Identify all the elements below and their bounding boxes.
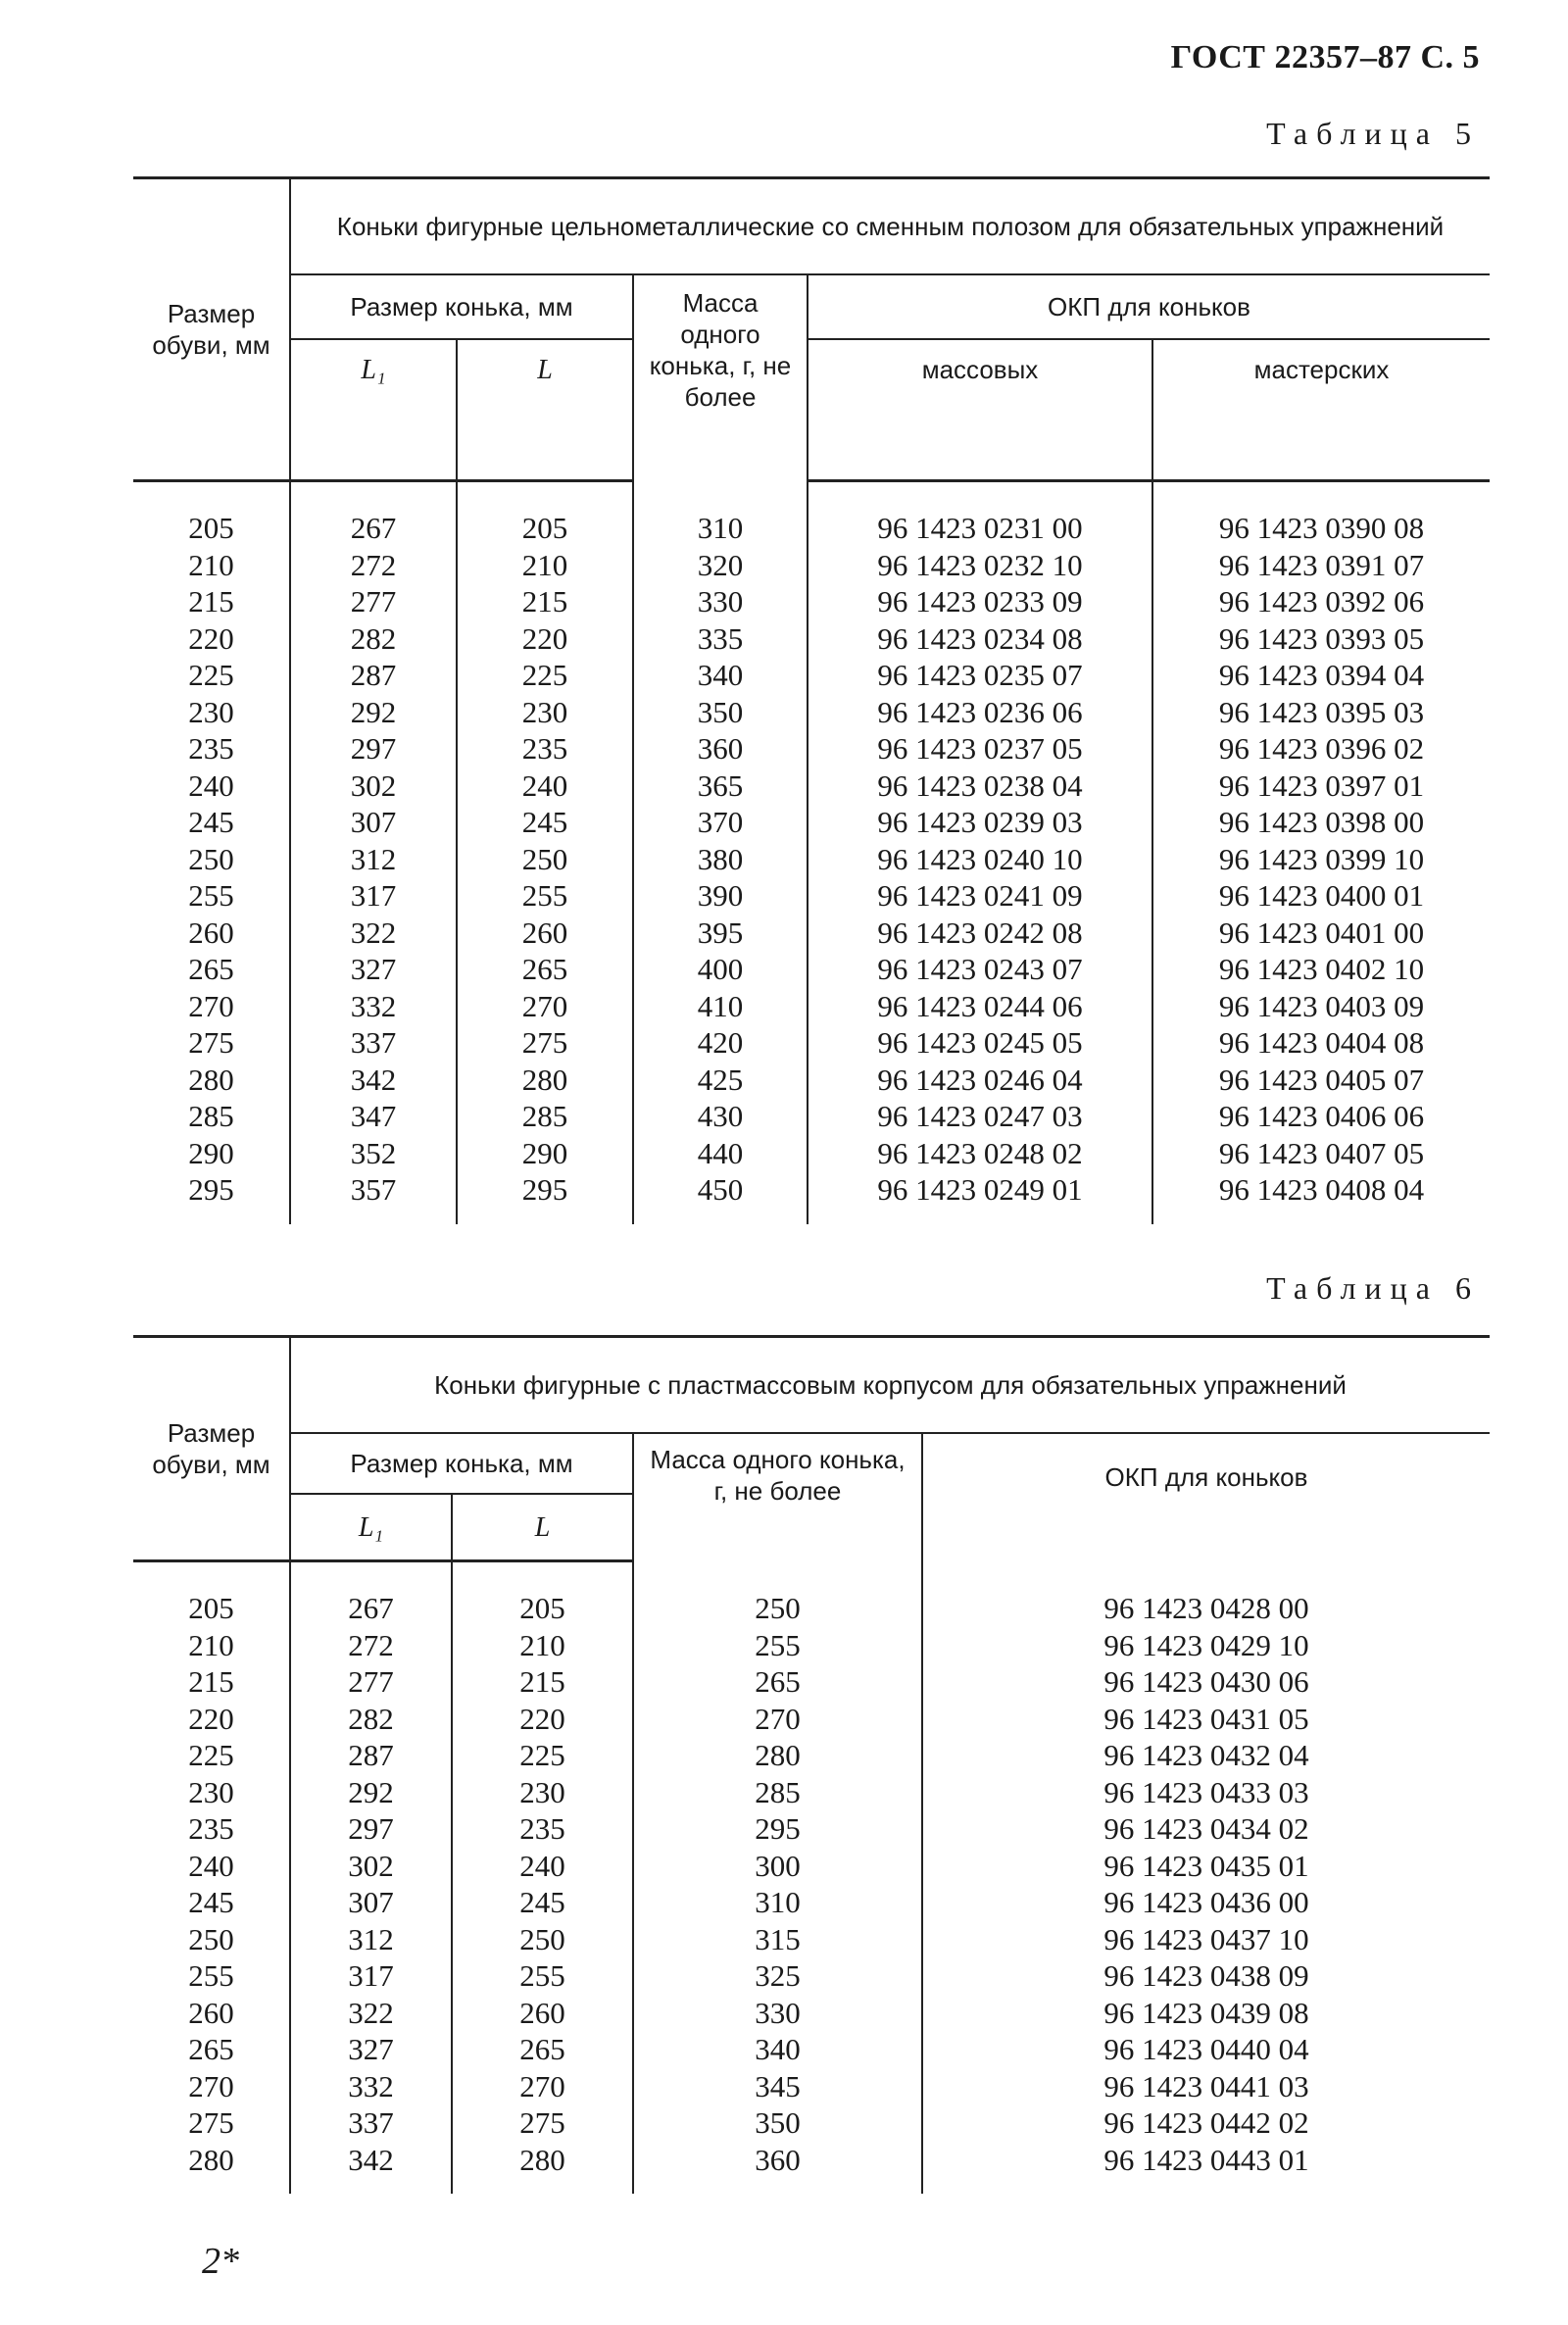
table-cell: 250 xyxy=(457,841,633,878)
table-cell: 96 1423 0407 05 xyxy=(1152,1135,1490,1172)
table-cell: 225 xyxy=(457,657,633,694)
table-cell: 325 xyxy=(633,1957,922,1995)
table6-col-mass: Масса одного конька, г, не более xyxy=(633,1433,922,1561)
table-cell: 255 xyxy=(188,1958,234,1993)
table-cell: 260 xyxy=(452,1995,633,2032)
table-cell: 322 xyxy=(290,915,457,952)
table-cell: 96 1423 0402 10 xyxy=(1152,951,1490,988)
table-cell: 96 1423 0234 08 xyxy=(808,620,1152,658)
table-cell: 245 xyxy=(188,1885,234,1919)
table-cell: 357 xyxy=(290,1171,457,1209)
table-cell: 96 1423 0430 06 xyxy=(922,1663,1490,1701)
table-cell: 96 1423 0437 10 xyxy=(922,1921,1490,1958)
page-header: ГОСТ 22357–87 С. 5 xyxy=(1170,39,1480,75)
table-cell: 205 xyxy=(457,510,633,547)
table-cell: 230 xyxy=(452,1774,633,1811)
table-cell: 337 xyxy=(290,2104,452,2142)
table-cell: 260 xyxy=(188,915,234,950)
table-cell: 292 xyxy=(290,694,457,731)
table-cell: 96 1423 0391 07 xyxy=(1152,547,1490,584)
table-cell: 215 xyxy=(188,584,234,618)
table-cell: 317 xyxy=(290,877,457,915)
table-cell: 210 xyxy=(452,1627,633,1664)
table-cell: 272 xyxy=(290,547,457,584)
table-cell: 350 xyxy=(633,2104,922,2142)
table-cell: 267 xyxy=(290,510,457,547)
table-cell: 210 xyxy=(188,547,234,582)
table-cell: 265 xyxy=(452,2031,633,2068)
table-cell: 96 1423 0434 02 xyxy=(922,1810,1490,1848)
table-cell: 267 xyxy=(290,1590,452,1627)
table-cell: 285 xyxy=(633,1774,922,1811)
table-cell: 96 1423 0394 04 xyxy=(1152,657,1490,694)
table-row xyxy=(133,1627,1490,1664)
table-cell: 275 xyxy=(188,2105,234,2140)
table-cell: 250 xyxy=(188,1921,234,1956)
table-row xyxy=(133,1737,1490,1774)
table-cell: 410 xyxy=(633,988,808,1025)
table-cell: 290 xyxy=(457,1135,633,1172)
table-cell: 235 xyxy=(188,1811,234,1846)
table-cell: 265 xyxy=(188,952,234,986)
table-cell: 96 1423 0248 02 xyxy=(808,1135,1152,1172)
table-row xyxy=(133,730,1490,767)
table-cell: 272 xyxy=(290,1627,452,1664)
table-cell: 297 xyxy=(290,730,457,767)
table-cell: 96 1423 0400 01 xyxy=(1152,877,1490,915)
table-cell: 307 xyxy=(290,804,457,841)
table5-col-shoe-size: Размер обуви, мм xyxy=(133,178,290,481)
table-cell: 255 xyxy=(452,1957,633,1995)
table-cell: 280 xyxy=(633,1737,922,1774)
table-cell: 96 1423 0393 05 xyxy=(1152,620,1490,658)
table-row xyxy=(133,804,1490,841)
table-cell: 285 xyxy=(457,1098,633,1135)
table-cell: 280 xyxy=(452,2142,633,2179)
table6-col-okp: ОКП для коньков xyxy=(922,1433,1490,1561)
table6 xyxy=(133,1335,1490,2194)
table-cell: 96 1423 0428 00 xyxy=(922,1590,1490,1627)
table-cell: 96 1423 0247 03 xyxy=(808,1098,1152,1135)
table-cell: 342 xyxy=(290,1062,457,1099)
table-cell: 287 xyxy=(290,1737,452,1774)
table-row xyxy=(133,767,1490,805)
table-cell: 360 xyxy=(633,730,808,767)
table5-group-title: Коньки фигурные цельнометаллические со сменным полозом для обязательных упражнений xyxy=(290,178,1490,275)
table-cell: 96 1423 0244 06 xyxy=(808,988,1152,1025)
table-cell: 96 1423 0392 06 xyxy=(1152,583,1490,620)
table-cell: 340 xyxy=(633,657,808,694)
table-cell: 360 xyxy=(633,2142,922,2179)
table-cell: 96 1423 0242 08 xyxy=(808,915,1152,952)
table-cell: 96 1423 0390 08 xyxy=(1152,510,1490,547)
table-cell: 96 1423 0435 01 xyxy=(922,1848,1490,1885)
table-cell: 277 xyxy=(290,1663,452,1701)
table-row xyxy=(133,1921,1490,1958)
table-cell: 96 1423 0237 05 xyxy=(808,730,1152,767)
table-cell: 240 xyxy=(457,767,633,805)
table-cell: 270 xyxy=(457,988,633,1025)
table5-body xyxy=(133,481,1490,1224)
table-cell: 332 xyxy=(290,2068,452,2105)
table-cell: 96 1423 0442 02 xyxy=(922,2104,1490,2142)
table-cell: 282 xyxy=(290,1701,452,1738)
table-row xyxy=(133,988,1490,1025)
table-cell: 225 xyxy=(188,1738,234,1772)
table-cell: 230 xyxy=(188,694,234,729)
table-cell: 295 xyxy=(457,1171,633,1209)
table-cell: 310 xyxy=(633,1884,922,1921)
table-row xyxy=(133,583,1490,620)
table-cell: 205 xyxy=(188,511,234,545)
table-cell: 96 1423 0438 09 xyxy=(922,1957,1490,1995)
table-cell: 300 xyxy=(633,1848,922,1885)
table-cell: 235 xyxy=(452,1810,633,1848)
table-cell: 270 xyxy=(188,988,234,1023)
table-cell: 96 1423 0232 10 xyxy=(808,547,1152,584)
table-row xyxy=(133,1848,1490,1885)
table-cell: 430 xyxy=(633,1098,808,1135)
table-row xyxy=(133,1590,1490,1627)
table-cell: 255 xyxy=(188,878,234,913)
table-cell: 297 xyxy=(290,1810,452,1848)
table-cell: 96 1423 0246 04 xyxy=(808,1062,1152,1099)
table-cell: 250 xyxy=(633,1590,922,1627)
table6-col-l: L xyxy=(534,1511,551,1543)
table-cell: 342 xyxy=(290,2142,452,2179)
table-row xyxy=(133,510,1490,547)
table-cell: 96 1423 0404 08 xyxy=(1152,1024,1490,1062)
table-cell: 96 1423 0432 04 xyxy=(922,1737,1490,1774)
table-cell: 317 xyxy=(290,1957,452,1995)
table-row xyxy=(133,877,1490,915)
table-cell: 96 1423 0429 10 xyxy=(922,1627,1490,1664)
table-cell: 96 1423 0233 09 xyxy=(808,583,1152,620)
table-cell: 270 xyxy=(188,2068,234,2103)
table6-group-title: Коньки фигурные с пластмассовым корпусом для обязательных упражнений xyxy=(290,1337,1490,1434)
table-cell: 220 xyxy=(457,620,633,658)
table-cell: 96 1423 0238 04 xyxy=(808,767,1152,805)
table-cell: 205 xyxy=(452,1590,633,1627)
table-cell: 315 xyxy=(633,1921,922,1958)
table-cell: 312 xyxy=(290,841,457,878)
table-cell: 280 xyxy=(188,1062,234,1097)
table-row xyxy=(133,1810,1490,1848)
table-cell: 255 xyxy=(457,877,633,915)
table-row xyxy=(133,620,1490,658)
table-row xyxy=(133,1062,1490,1099)
table-cell: 307 xyxy=(290,1884,452,1921)
table-cell: 96 1423 0243 07 xyxy=(808,951,1152,988)
table-row xyxy=(133,2031,1490,2068)
table-row xyxy=(133,1774,1490,1811)
table-cell: 390 xyxy=(633,877,808,915)
table6-col-l1: L₁ xyxy=(358,1511,384,1543)
table-cell: 292 xyxy=(290,1774,452,1811)
table5-col-skate-size: Размер конька, мм xyxy=(290,274,633,339)
table-row xyxy=(133,1701,1490,1738)
table-cell: 302 xyxy=(290,1848,452,1885)
table5-col-master: мастерских xyxy=(1152,339,1490,481)
table-cell: 205 xyxy=(188,1591,234,1625)
table-cell: 265 xyxy=(188,2032,234,2066)
table-cell: 96 1423 0245 05 xyxy=(808,1024,1152,1062)
table-row xyxy=(133,547,1490,584)
table-cell: 96 1423 0443 01 xyxy=(922,2142,1490,2179)
table-row xyxy=(133,2142,1490,2179)
table-cell: 96 1423 0433 03 xyxy=(922,1774,1490,1811)
table-cell: 96 1423 0439 08 xyxy=(922,1995,1490,2032)
table-cell: 350 xyxy=(633,694,808,731)
table-cell: 220 xyxy=(188,620,234,656)
table-cell: 310 xyxy=(633,510,808,547)
table5-caption: Таблица 5 xyxy=(1266,116,1480,151)
table-row xyxy=(133,1098,1490,1135)
table-cell: 245 xyxy=(188,805,234,839)
table-cell: 327 xyxy=(290,2031,452,2068)
table-cell: 450 xyxy=(633,1171,808,1209)
table6-col-shoe-size: Размер обуви, мм xyxy=(133,1337,290,1561)
table-cell: 370 xyxy=(633,804,808,841)
table-cell: 96 1423 0395 03 xyxy=(1152,694,1490,731)
table-cell: 295 xyxy=(633,1810,922,1848)
table-cell: 245 xyxy=(457,804,633,841)
table-row xyxy=(133,1135,1490,1172)
table-cell: 96 1423 0397 01 xyxy=(1152,767,1490,805)
table5-col-mass-market: массовых xyxy=(808,339,1152,481)
table-cell: 240 xyxy=(188,767,234,803)
table-row xyxy=(133,1171,1490,1209)
table-cell: 96 1423 0431 05 xyxy=(922,1701,1490,1738)
table-cell: 96 1423 0239 03 xyxy=(808,804,1152,841)
table-cell: 260 xyxy=(457,915,633,952)
table-cell: 96 1423 0249 01 xyxy=(808,1171,1152,1209)
table-cell: 96 1423 0398 00 xyxy=(1152,804,1490,841)
table-row xyxy=(133,1995,1490,2032)
table-cell: 330 xyxy=(633,1995,922,2032)
table-cell: 96 1423 0436 00 xyxy=(922,1884,1490,1921)
table-cell: 380 xyxy=(633,841,808,878)
table-cell: 327 xyxy=(290,951,457,988)
table-cell: 96 1423 0401 00 xyxy=(1152,915,1490,952)
table-cell: 96 1423 0240 10 xyxy=(808,841,1152,878)
table-cell: 440 xyxy=(633,1135,808,1172)
table-cell: 425 xyxy=(633,1062,808,1099)
table-cell: 337 xyxy=(290,1024,457,1062)
table5-col-l: L xyxy=(537,355,553,385)
table-cell: 230 xyxy=(457,694,633,731)
table-cell: 250 xyxy=(452,1921,633,1958)
table-cell: 215 xyxy=(188,1664,234,1699)
table-cell: 250 xyxy=(188,841,234,876)
table-cell: 235 xyxy=(188,731,234,766)
table5 xyxy=(133,176,1490,1224)
table-cell: 96 1423 0231 00 xyxy=(808,510,1152,547)
table-cell: 287 xyxy=(290,657,457,694)
table-cell: 96 1423 0408 04 xyxy=(1152,1171,1490,1209)
table5-col-l1: L₁ xyxy=(361,355,386,385)
table-cell: 220 xyxy=(188,1701,234,1736)
table-cell: 245 xyxy=(452,1884,633,1921)
table6-col-skate-size: Размер конька, мм xyxy=(290,1433,633,1494)
table-cell: 270 xyxy=(633,1701,922,1738)
table-cell: 96 1423 0236 06 xyxy=(808,694,1152,731)
table5-col-okp: ОКП для коньков xyxy=(808,274,1490,339)
table-cell: 312 xyxy=(290,1921,452,1958)
table-row xyxy=(133,1024,1490,1062)
table-cell: 352 xyxy=(290,1135,457,1172)
table-cell: 96 1423 0440 04 xyxy=(922,2031,1490,2068)
table-cell: 225 xyxy=(188,658,234,692)
table-cell: 275 xyxy=(188,1025,234,1060)
table-row xyxy=(133,2068,1490,2105)
table-cell: 96 1423 0241 09 xyxy=(808,877,1152,915)
table-cell: 230 xyxy=(188,1774,234,1809)
table-cell: 280 xyxy=(457,1062,633,1099)
table-cell: 290 xyxy=(188,1135,234,1170)
table-row xyxy=(133,915,1490,952)
table-cell: 240 xyxy=(188,1848,234,1883)
table-cell: 215 xyxy=(457,583,633,620)
table-cell: 365 xyxy=(633,767,808,805)
table-cell: 215 xyxy=(452,1663,633,1701)
table-cell: 210 xyxy=(457,547,633,584)
table-cell: 96 1423 0403 09 xyxy=(1152,988,1490,1025)
table-row xyxy=(133,657,1490,694)
table-row xyxy=(133,694,1490,731)
table-row xyxy=(133,951,1490,988)
table-cell: 265 xyxy=(633,1663,922,1701)
table-cell: 240 xyxy=(452,1848,633,1885)
table-cell: 335 xyxy=(633,620,808,658)
table-cell: 285 xyxy=(188,1099,234,1133)
page-mark: 2* xyxy=(202,2241,239,2282)
table-cell: 302 xyxy=(290,767,457,805)
table-cell: 265 xyxy=(457,951,633,988)
table-cell: 420 xyxy=(633,1024,808,1062)
table-cell: 225 xyxy=(452,1737,633,1774)
table-row xyxy=(133,1957,1490,1995)
table-cell: 96 1423 0396 02 xyxy=(1152,730,1490,767)
table-cell: 400 xyxy=(633,951,808,988)
table6-caption: Таблица 6 xyxy=(1266,1270,1480,1306)
table-cell: 280 xyxy=(188,2142,234,2177)
table-cell: 275 xyxy=(452,2104,633,2142)
table-cell: 340 xyxy=(633,2031,922,2068)
table5-col-mass: Масса одного конька, г, не более xyxy=(633,274,808,481)
table-cell: 332 xyxy=(290,988,457,1025)
table-cell: 275 xyxy=(457,1024,633,1062)
table-cell: 347 xyxy=(290,1098,457,1135)
table-row xyxy=(133,1884,1490,1921)
table-cell: 320 xyxy=(633,547,808,584)
table-row xyxy=(133,841,1490,878)
table-row xyxy=(133,1663,1490,1701)
table-cell: 235 xyxy=(457,730,633,767)
table-cell: 96 1423 0399 10 xyxy=(1152,841,1490,878)
table-cell: 96 1423 0405 07 xyxy=(1152,1062,1490,1099)
table-cell: 330 xyxy=(633,583,808,620)
table-cell: 295 xyxy=(188,1172,234,1207)
table-cell: 96 1423 0235 07 xyxy=(808,657,1152,694)
table-cell: 345 xyxy=(633,2068,922,2105)
table-cell: 210 xyxy=(188,1627,234,1662)
table-cell: 96 1423 0406 06 xyxy=(1152,1098,1490,1135)
table-cell: 270 xyxy=(452,2068,633,2105)
table-cell: 96 1423 0441 03 xyxy=(922,2068,1490,2105)
table-cell: 277 xyxy=(290,583,457,620)
table-cell: 322 xyxy=(290,1995,452,2032)
table-cell: 282 xyxy=(290,620,457,658)
table-cell: 260 xyxy=(188,1995,234,2030)
table-cell: 255 xyxy=(633,1627,922,1664)
table-row xyxy=(133,2104,1490,2142)
table-cell: 395 xyxy=(633,915,808,952)
table6-body xyxy=(133,1561,1490,2195)
table-cell: 220 xyxy=(452,1701,633,1738)
